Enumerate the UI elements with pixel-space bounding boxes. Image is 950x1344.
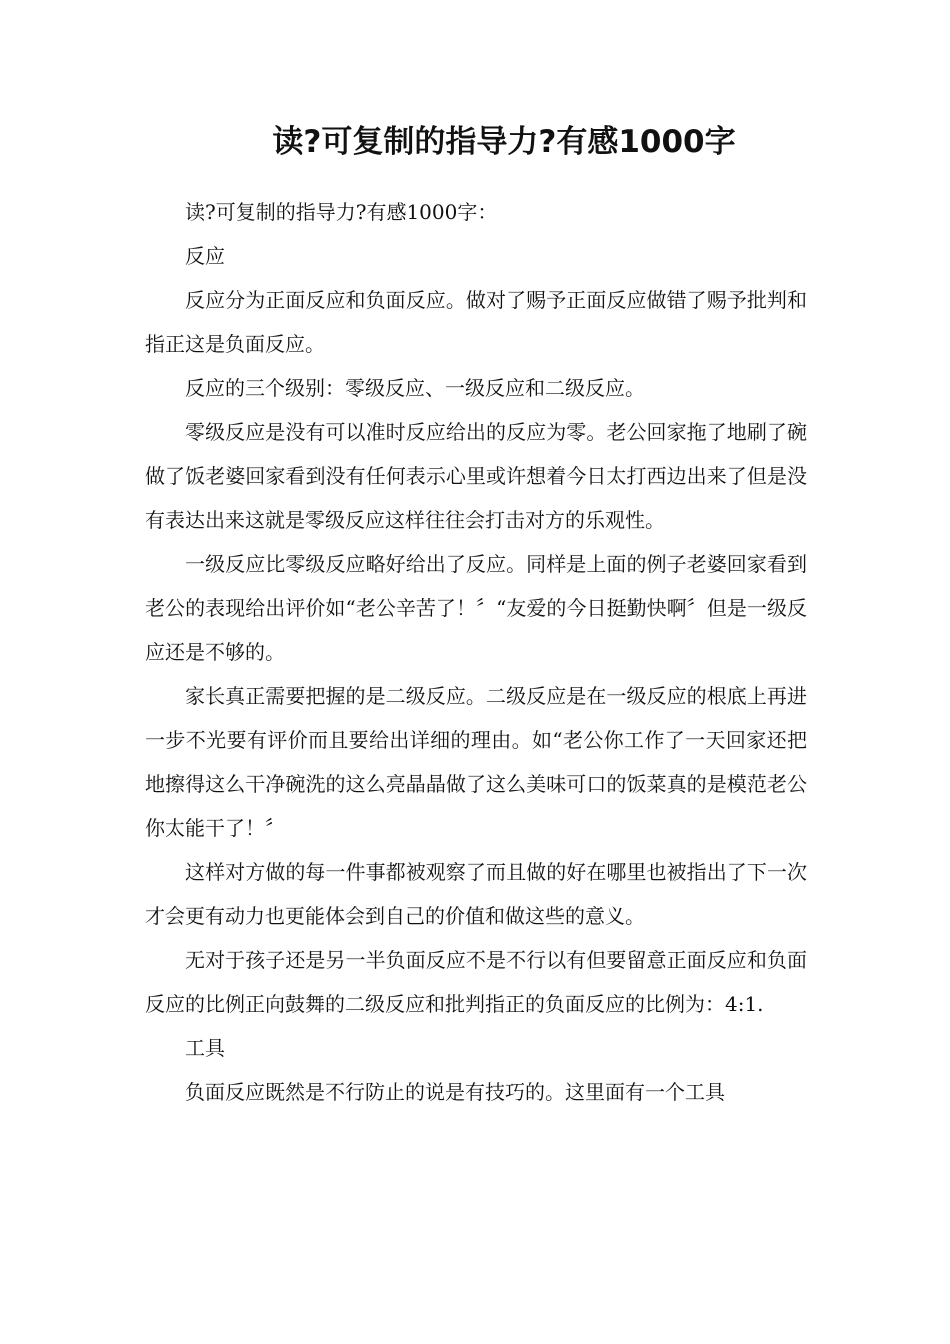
paragraph-intro: 读?可复制的指导力?有感1000字： xyxy=(185,200,498,224)
document-title: 读?可复制的指导力?有感1000字 xyxy=(272,124,736,160)
section-heading-feedback: 反应 xyxy=(185,244,225,268)
section-heading-tools: 工具 xyxy=(185,1036,225,1060)
paragraph: 无对于孩子还是另一半负面反应不是不行以有但要留意正面反应和负面反应的比例正向鼓舞的二级反应和批判指正的负面反应的比例为：4:1. xyxy=(145,948,807,1016)
paragraph: 一级反应比零级反应略好给出了反应。同样是上面的例子老婆回家看到老公的表现给出评价如“老公辛苦了！〞“友爱的今日挺勤快啊〞但是一级反应还是不够的。 xyxy=(145,552,807,664)
paragraph: 家长真正需要把握的是二级反应。二级反应是在一级反应的根底上再进一步不光要有评价而且要给出详细的理由。如“老公你工作了一天回家还把地擦得这么干净碗洗的这么亮晶晶做了这么美味可口的饭菜真的是模范老公你太能干了！〞 xyxy=(145,684,807,840)
paragraph: 这样对方做的每一件事都被观察了而且做的好在哪里也被指出了下一次才会更有动力也更能体会到自己的价值和做这些的意义。 xyxy=(145,860,807,928)
paragraph: 负面反应既然是不行防止的说是有技巧的。这里面有一个工具 xyxy=(185,1080,725,1104)
document-body xyxy=(145,190,807,1114)
paragraph: 反应的三个级别：零级反应、一级反应和二级反应。 xyxy=(185,376,645,400)
paragraph: 零级反应是没有可以准时反应给出的反应为零。老公回家拖了地刷了碗做了饭老婆回家看到没有任何表示心里或许想着今日太打西边出来了但是没有表达出来这就是零级反应这样往往会打击对方的乐观性。 xyxy=(145,420,807,532)
paragraph: 反应分为正面反应和负面反应。做对了赐予正面反应做错了赐予批判和指正这是负面反应。 xyxy=(145,288,807,356)
